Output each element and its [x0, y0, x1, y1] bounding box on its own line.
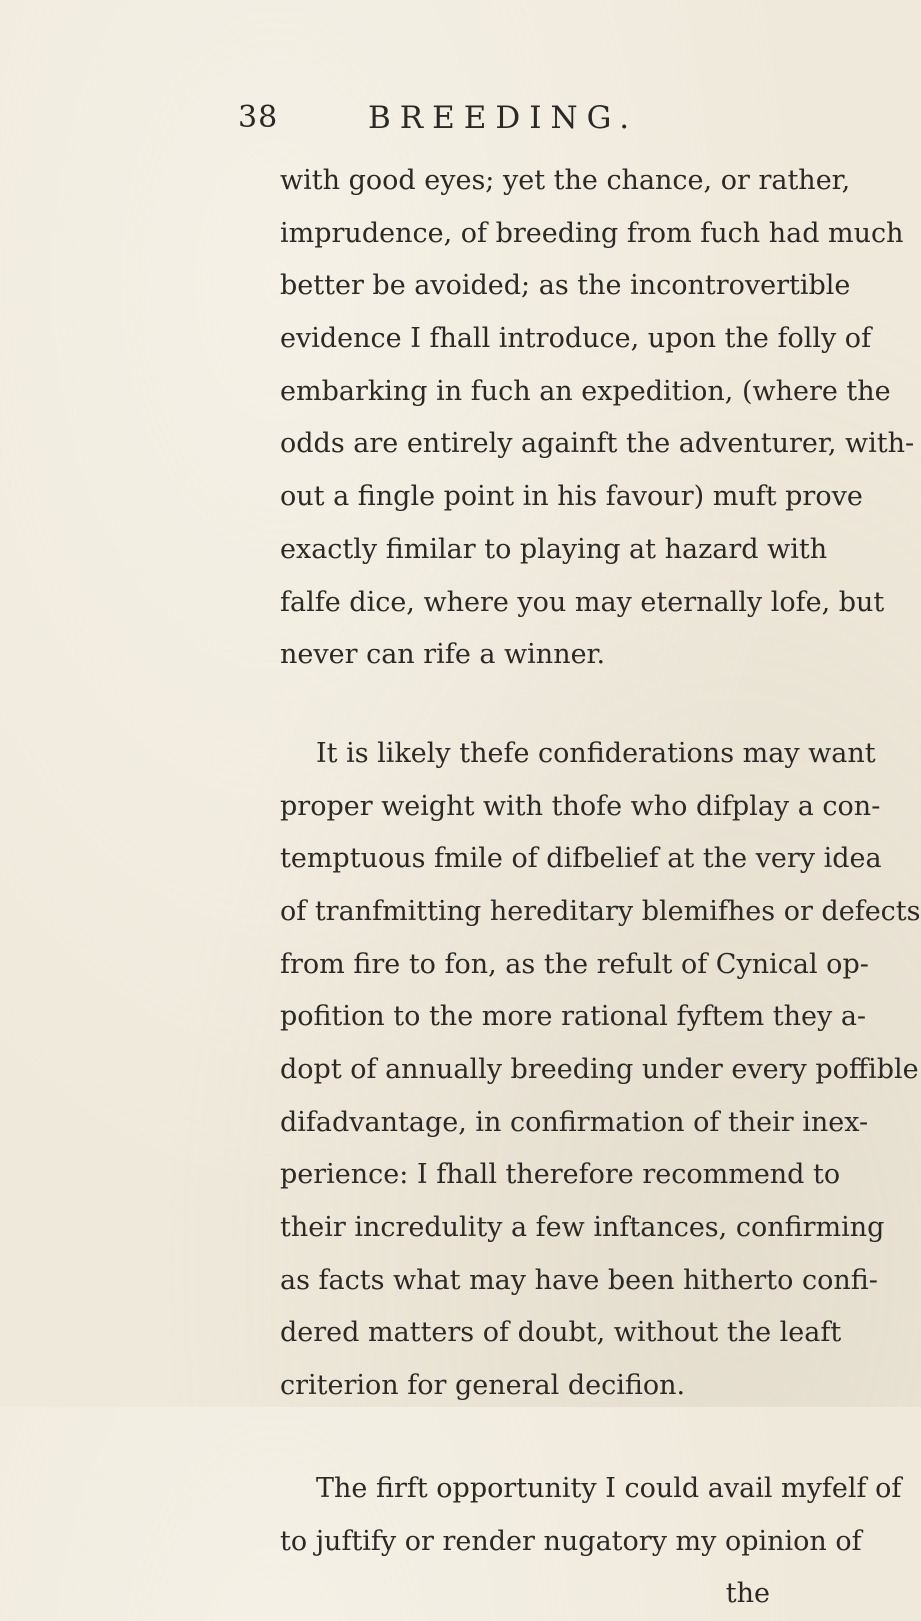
body-text — [280, 155, 921, 1621]
page-header — [238, 100, 778, 150]
paragraph-gap — [280, 1413, 770, 1463]
text-line: criterion for general decifion. — [280, 1370, 686, 1402]
text-line: of tranfmitting hereditary blemifhes or defects — [280, 895, 921, 927]
text-line: better be avoided; as the incontrovertible — [280, 270, 851, 302]
paragraph-gap — [280, 682, 770, 728]
text-line: proper weight with thofe who difplay a con- — [280, 790, 881, 822]
text-line: to juftify or render nugatory my opinion of — [280, 1525, 862, 1557]
text-line: dopt of annually breeding under every poffible — [280, 1054, 919, 1085]
text-line: It is likely thefe confiderations may want — [316, 737, 876, 769]
text-line: their incredulity a few inftances, confirming — [280, 1212, 885, 1244]
paragraph-3 — [280, 1463, 902, 1621]
text-line: with good eyes; yet the chance, or rather, — [280, 165, 851, 196]
text-line: temptuous fmile of difbelief at the very idea — [280, 843, 882, 875]
text-line: falfe dice, where you may eternally lofe, but — [280, 586, 885, 618]
text-line: pofition to the more rational fyftem they a- — [280, 1001, 867, 1033]
text-line: odds are entirely againft the adventurer, with- — [280, 428, 915, 460]
text-line: imprudence, of breeding from fuch had much — [280, 217, 904, 249]
paragraph-1 — [280, 155, 915, 682]
page-number: 38 — [238, 100, 279, 135]
text-line: as facts what may have been hitherto confi- — [280, 1264, 878, 1296]
text-line: from fire to fon, as the refult of Cynical op- — [280, 948, 869, 980]
text-line: out a fingle point in his favour) muft prove — [280, 481, 863, 513]
text-line: The firft opportunity I could avail myfelf of — [316, 1472, 902, 1504]
running-head: BREEDING. — [368, 100, 639, 136]
text-line: perience: I fhall therefore recommend to — [280, 1159, 841, 1191]
text-line: embarking in fuch an expedition, (where the — [280, 375, 891, 407]
text-line: exactly fimilar to playing at hazard with — [280, 533, 828, 565]
text-line: evidence I fhall introduce, upon the folly of — [280, 323, 872, 355]
text-line: difadvantage, in confirmation of their inex- — [280, 1106, 869, 1138]
catchword: the — [725, 1578, 770, 1610]
paragraph-2 — [280, 728, 921, 1413]
text-line: dered matters of doubt, without the leaft — [280, 1317, 842, 1349]
text-line: never can rife a winner. — [280, 639, 606, 671]
